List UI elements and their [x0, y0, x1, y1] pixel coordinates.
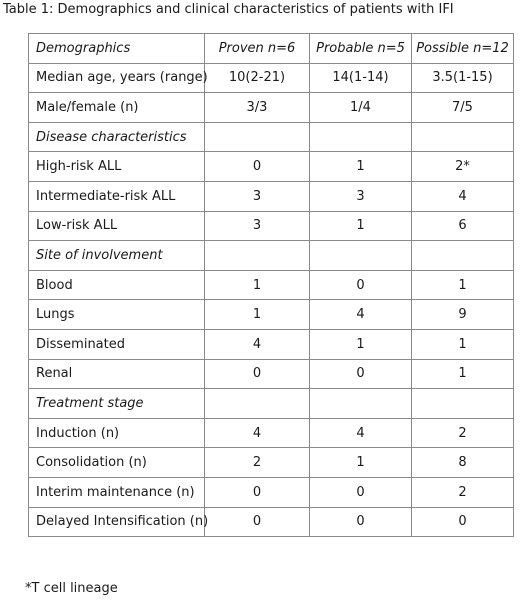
- section-row: [29, 389, 514, 419]
- table-body: [29, 63, 514, 537]
- table-row: [29, 93, 514, 123]
- cell-value: 0: [412, 507, 514, 537]
- cell-value: [412, 389, 514, 419]
- table-row: [29, 300, 514, 330]
- cell-value: 0: [205, 507, 310, 537]
- cell-value: 0: [310, 359, 412, 389]
- section-label: Site of involvement: [29, 241, 205, 271]
- cell-value: 3: [205, 181, 310, 211]
- cell-value: 6: [412, 211, 514, 241]
- row-label: Renal: [29, 359, 205, 389]
- row-label: Consolidation (n): [29, 448, 205, 478]
- header-proven: Proven n=6: [205, 34, 310, 64]
- cell-value: 1: [310, 152, 412, 182]
- cell-value: 2*: [412, 152, 514, 182]
- table-row: [29, 359, 514, 389]
- cell-value: 1: [310, 448, 412, 478]
- section-label: Disease characteristics: [29, 122, 205, 152]
- cell-value: [310, 389, 412, 419]
- table-row: [29, 270, 514, 300]
- table-row: [29, 448, 514, 478]
- table-header-row: [29, 34, 514, 64]
- section-row: [29, 241, 514, 271]
- cell-value: [310, 122, 412, 152]
- table-row: [29, 63, 514, 93]
- row-label: Interim maintenance (n): [29, 477, 205, 507]
- cell-value: 0: [310, 270, 412, 300]
- cell-value: 3/3: [205, 93, 310, 123]
- cell-value: [205, 389, 310, 419]
- cell-value: 0: [310, 477, 412, 507]
- section-row: [29, 122, 514, 152]
- table-row: [29, 329, 514, 359]
- table-row: [29, 418, 514, 448]
- row-label: Induction (n): [29, 418, 205, 448]
- row-label: Intermediate-risk ALL: [29, 181, 205, 211]
- cell-value: 0: [205, 152, 310, 182]
- row-label: Median age, years (range): [29, 63, 205, 93]
- cell-value: 2: [412, 418, 514, 448]
- cell-value: 2: [412, 477, 514, 507]
- cell-value: 9: [412, 300, 514, 330]
- cell-value: [412, 241, 514, 271]
- cell-value: 0: [205, 477, 310, 507]
- header-possible: Possible n=12: [412, 34, 514, 64]
- header-probable: Probable n=5: [310, 34, 412, 64]
- table-row: [29, 181, 514, 211]
- row-label: High-risk ALL: [29, 152, 205, 182]
- cell-value: 1: [205, 300, 310, 330]
- table-caption: Table 1: Demographics and clinical characteristics of patients with IFI: [3, 2, 454, 17]
- table-row: [29, 507, 514, 537]
- cell-value: 0: [205, 359, 310, 389]
- cell-value: 4: [412, 181, 514, 211]
- table-row: [29, 152, 514, 182]
- footnote: *T cell lineage: [25, 581, 118, 596]
- cell-value: 4: [205, 329, 310, 359]
- cell-value: 2: [205, 448, 310, 478]
- cell-value: 1: [412, 329, 514, 359]
- cell-value: [412, 122, 514, 152]
- cell-value: 1: [412, 359, 514, 389]
- row-label: Low-risk ALL: [29, 211, 205, 241]
- header-demographics: Demographics: [29, 34, 205, 64]
- cell-value: 10(2-21): [205, 63, 310, 93]
- cell-value: 0: [310, 507, 412, 537]
- cell-value: 8: [412, 448, 514, 478]
- cell-value: [205, 122, 310, 152]
- section-label: Treatment stage: [29, 389, 205, 419]
- row-label: Delayed Intensification (n): [29, 507, 205, 537]
- cell-value: 3.5(1-15): [412, 63, 514, 93]
- cell-value: 3: [205, 211, 310, 241]
- table-row: [29, 477, 514, 507]
- cell-value: 14(1-14): [310, 63, 412, 93]
- row-label: Blood: [29, 270, 205, 300]
- row-label: Disseminated: [29, 329, 205, 359]
- cell-value: 1: [310, 211, 412, 241]
- cell-value: 3: [310, 181, 412, 211]
- cell-value: 1: [205, 270, 310, 300]
- cell-value: [310, 241, 412, 271]
- cell-value: 1: [412, 270, 514, 300]
- cell-value: 7/5: [412, 93, 514, 123]
- table-row: [29, 211, 514, 241]
- cell-value: 4: [310, 418, 412, 448]
- row-label: Male/female (n): [29, 93, 205, 123]
- cell-value: 4: [310, 300, 412, 330]
- cell-value: 1: [310, 329, 412, 359]
- cell-value: 1/4: [310, 93, 412, 123]
- row-label: Lungs: [29, 300, 205, 330]
- cell-value: 4: [205, 418, 310, 448]
- demographics-table: [28, 33, 514, 537]
- cell-value: [205, 241, 310, 271]
